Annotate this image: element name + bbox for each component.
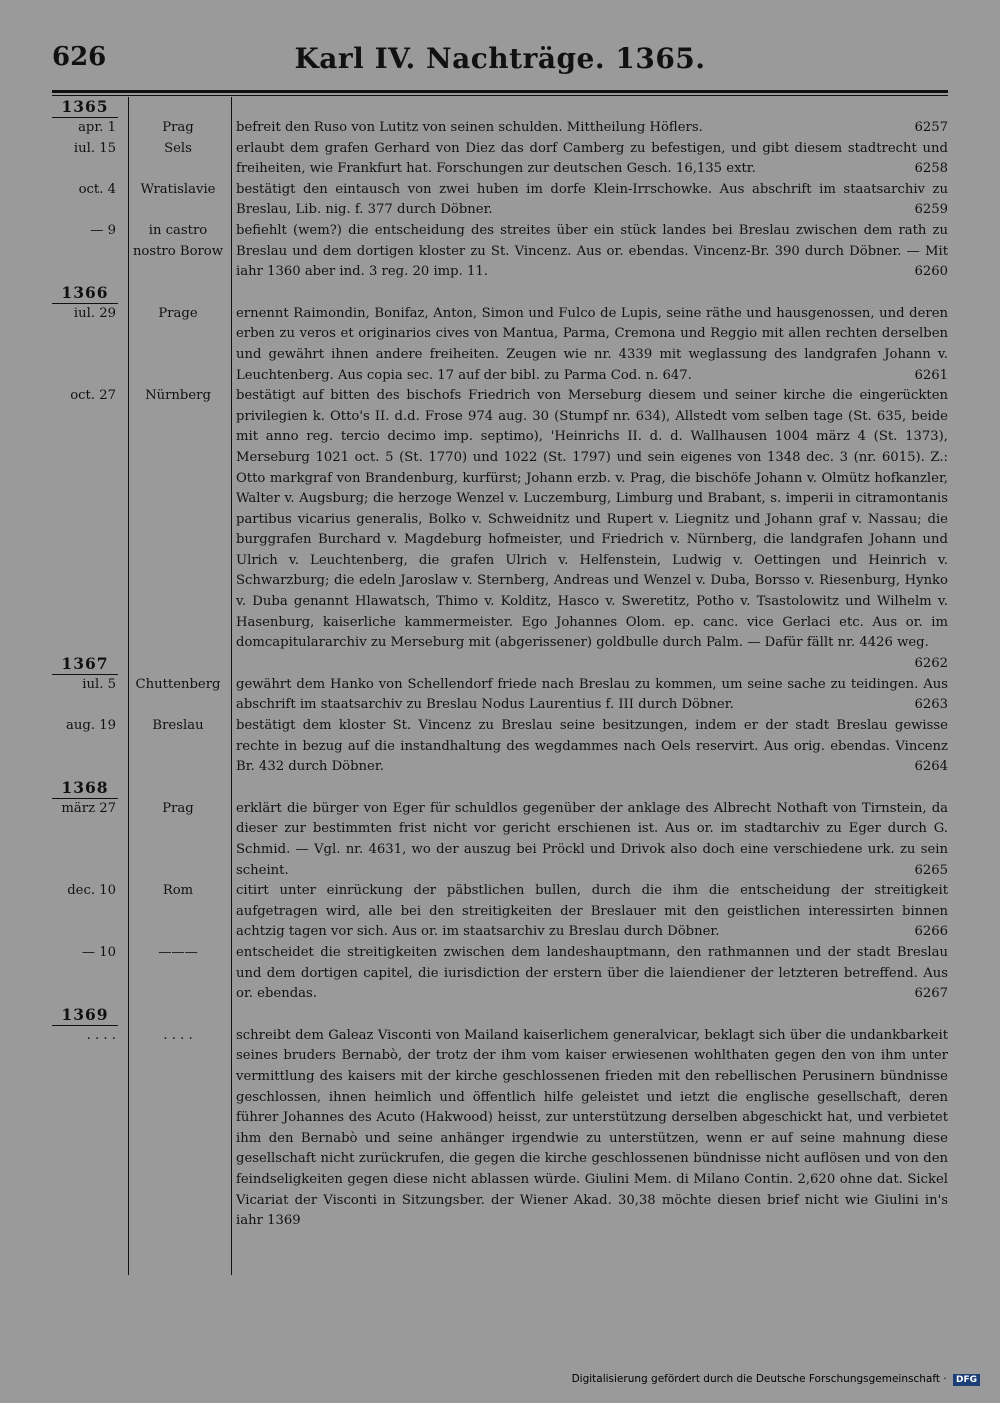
entry-place: Breslau [152, 718, 204, 734]
entry-text-block [236, 304, 948, 386]
entry-text-block [236, 943, 948, 1005]
entry-number: 6259 [914, 202, 948, 218]
regest-entry [52, 180, 948, 221]
entry-text: erklärt die bürger von Eger für schuldlos gegenüber der anklage des Albrecht Nothaft von Tirnstein, da dieser zur bestimmten frist nicht vor gericht erschienen ist. Aus or. im stadtarchiv zu Eger durch G. Schmid. — Vgl. nr. 4631, wo der auszug bei Pröckl und Drivok also doch eine verschiedene urk. zu sein scheint. [236, 800, 948, 878]
regest-entry [52, 943, 948, 1005]
entry-text-block [236, 799, 948, 881]
entry-number: 6262 [914, 655, 948, 671]
entry-number: 6258 [914, 161, 948, 177]
regest-entry [52, 139, 948, 180]
entry-place: in castro nostro Borow [132, 222, 224, 259]
year-marker: 1369 [52, 1005, 118, 1026]
page-number: 626 [52, 42, 107, 72]
year-marker: 1367 [52, 654, 118, 675]
entry-place: Prage [158, 305, 198, 321]
entry-text: schreibt dem Galeaz Visconti von Mailand kaiserlichem generalvicar, beklagt sich über die undankbarkeit seines bruders Bernabò, der trotz der ihm vom kaiser erwiesenen wohlthaten gegen den von ihm unter vermittlung des kaisers mit der kirche geschlossenen frieden mit den rebellischen Perusinern bündnisse geschlossen, ihnen heimlich und öffentlich hilfe geleistet und ietzt die englische gesellschaft, deren führer Johannes des Acuto (Hakwood) heisst, zur unterstützung derselben abgeschickt hat, und verbietet ihm den Bernabò und seine anhänger irgendwie zu unterstützen, wenn er auf seine mahnung diese gesellschaft nicht zurückrufen, die gegen die kirche geschlossenen bündnisse nicht auflösen und von den feindseligkeiten gegen diese nicht ablassen würde. Giulini Mem. di Milano Contin. 2,620 ohne dat. Sickel Vicariat der Visconti in Sitzungsber. der Wiener Akad. 30,38 möchte diesen brief nicht wie Giulini in's iahr 1369 [236, 1027, 948, 1229]
year-marker: 1365 [52, 97, 118, 118]
entry-date: oct. 4 [78, 181, 116, 197]
entry-text-block [236, 1026, 948, 1232]
year-marker: 1366 [52, 283, 118, 304]
entry-number: 6263 [914, 697, 948, 713]
entry-number: 6265 [914, 862, 948, 878]
entry-date: — 9 [90, 222, 116, 238]
regest-entry [52, 221, 948, 283]
entry-text-block [236, 139, 948, 180]
entry-text: bestätigt den eintausch von zwei huben im dorfe Klein-Irrschowke. Aus abschrift im staatsarchiv zu Breslau, Lib. nig. f. 377 durch Döbner. [236, 181, 948, 218]
entry-text: erlaubt dem grafen Gerhard von Diez das dorf Camberg zu befestigen, und gibt diesem stadtrecht und freiheiten, wie Frankfurt hat. Forschungen zur deutschen Gesch. 16,135 extr. [236, 140, 948, 177]
entry-place: Wratislavie [140, 181, 216, 197]
entry-date: apr. 1 [78, 120, 116, 135]
entry-number: 6267 [914, 986, 948, 1002]
regest-entry [52, 716, 948, 778]
regest-entry [52, 304, 948, 386]
entry-number: 6257 [914, 120, 948, 135]
entry-text: ernennt Raimondin, Bonifaz, Anton, Simon und Fulco de Lupis, seine räthe und hausgenossen, und deren erben zu veros et originarios cives von Mantua, Parma, Cremona und Reggio mit allen rechten derselben und gewährt ihnen andere freiheiten. Zeugen wie nr. 4339 mit weglassung des landgrafen Johann v. Leuchtenberg. Aus copia sec. 17 auf der bibl. zu Parma Cod. n. 647. [236, 305, 948, 383]
entry-date: iul. 29 [73, 305, 116, 321]
entry-place: Prag [162, 120, 194, 135]
header-rule [52, 90, 948, 93]
entry-date: iul. 5 [82, 676, 116, 692]
header-rule-thin [52, 95, 948, 96]
entry-date: — 10 [81, 944, 116, 960]
entry-number: 6266 [914, 924, 948, 940]
dfg-logo: DFG [953, 1374, 980, 1386]
entry-text: befreit den Ruso von Lutitz von seinen schulden. Mittheilung Höflers. [236, 120, 703, 135]
entry-date: märz 27 [61, 800, 116, 816]
entry-date: iul. 15 [73, 140, 116, 156]
entry-text-block [236, 881, 948, 943]
entry-text: gewährt dem Hanko von Schellendorf friede nach Breslau zu kommen, um seine sache zu teidingen. Aus abschrift im staatsarchiv zu Breslau Nodus Laurentius f. III durch Döbner. [236, 676, 948, 713]
entry-place: Chuttenberg [135, 676, 221, 692]
entry-place: . . . . [163, 1027, 193, 1043]
entry-date: aug. 19 [66, 718, 116, 734]
entry-place: Rom [162, 883, 194, 899]
regest-entry [52, 881, 948, 943]
entry-text-block [236, 221, 948, 283]
entry-date: dec. 10 [67, 883, 116, 899]
entry-number: 6260 [914, 264, 948, 280]
footer-text: Digitalisierung gefördert durch die Deutsche Forschungsgemeinschaft · [571, 1373, 947, 1385]
entry-place: ——— [158, 944, 198, 960]
entry-text: citirt unter einrückung der päbstlichen bullen, durch die ihm die entscheidung der streitigkeit aufgetragen wird, alle bei den streitigkeiten der Breslauer mit den geistlichen interessirten binnen achtzig tagen vor sich. Aus or. im staatsarchiv zu Breslau durch Döbner. [236, 883, 948, 940]
regest-entry [52, 675, 948, 716]
entry-place: Nürnberg [145, 388, 211, 404]
entry-date: oct. 27 [70, 388, 116, 404]
entry-place: Prag [162, 800, 194, 816]
page-header [52, 42, 948, 82]
entry-number: 6261 [914, 367, 948, 383]
entry-date: . . . . [86, 1027, 116, 1043]
entry-place: Sels [164, 140, 192, 156]
entry-text: bestätigt auf bitten des bischofs Friedrich von Merseburg diesem und seiner kirche die eingerückten privilegien k. Otto's II. d.d. Frose 974 aug. 30 (Stumpf nr. 634), Allstedt vom selben tage (St. 635, beide mit anno reg. tercio decimo imp. septimo), 'Heinrichs II. d. d. Wallhausen 1004 märz 4 (St. 1373), Merseburg 1021 oct. 5 (St. 1770) und 1022 (St. 1797) und sein eigenes von 1348 dec. 3 (nr. 6015). Z.: Otto markgraf von Brandenburg, kurfürst; Johann erzb. v. Prag, die bischöfe Johann v. Olmütz hofkanzler, Walter v. Augsburg; die herzoge Wenzel v. Luczemburg, Limburg und Brabant, s. imperii in citramontanis partibus vicarius generalis, Bolko v. Schweidnitz und Rupert v. Liegnitz und Johann graf v. Nassau; die burggrafen Burchard v. Magdeburg hofmeister, und Friedrich v. Nürnberg, die landgrafen Johann und Ulrich v. Leuchtenberg, die grafen Ulrich v. Helfenstein, Ludwig v. Oettingen und Heinrich v. Schwarzburg; die edeln Jaroslaw v. Sternberg, Andreas und Wenzel v. Duba, Borsso v. Riesenburg, Hynko v. Duba genannt Hlawatsch, Thimo v. Kolditz, Hasco v. Sweretitz, Potho v. Tsastolowitz und Wilhelm v. Hasenburg, kaiserliche kammermeister. Ego Johannes Olom. ep. canc. vice Gerlaci etc. Aus or. im domcapitulararchiv zu Merseburg mit (abgerissener) goldbulle durch Palm. — Dafür fällt nr. 4426 weg. [236, 388, 948, 651]
entry-text-block [236, 716, 948, 778]
entry-text: entscheidet die streitigkeiten zwischen dem landeshauptmann, den rathmannen und der stadt Breslau und dem dortigen capitel, die iurisdiction der erstern über die laiendiener der letzteren betreffend. Aus or. ebendas. [236, 944, 948, 1002]
entry-text-block [236, 180, 948, 221]
entry-text: befiehlt (wem?) die entscheidung des streites über ein stück landes bei Breslau zwischen dem rath zu Breslau und dem dortigen kloster zu St. Vincenz. Aus or. ebendas. Vincenz-Br. 390 durch Döbner. — Mit iahr 1360 aber ind. 3 reg. 20 imp. 11. [236, 222, 948, 280]
page-title: Karl IV. Nachträge. 1365. [294, 42, 706, 75]
footer-credit [572, 1373, 980, 1386]
entry-text: bestätigt dem kloster St. Vincenz zu Breslau seine besitzungen, indem er der stadt Breslau gewisse rechte in bezug auf die instandhaltung des wegdammes nach Oels reservirt. Aus orig. ebendas. Vincenz Br. 432 durch Döbner. [236, 718, 948, 775]
entry-text-block [236, 675, 948, 716]
regest-entry [52, 118, 948, 139]
regest-entry [52, 799, 948, 881]
regest-entry [52, 1026, 948, 1232]
entry-text-block [236, 118, 948, 139]
year-marker: 1368 [52, 778, 118, 799]
entry-number: 6264 [914, 759, 948, 775]
regesta-list [52, 97, 948, 1232]
entry-text-block [236, 386, 948, 671]
